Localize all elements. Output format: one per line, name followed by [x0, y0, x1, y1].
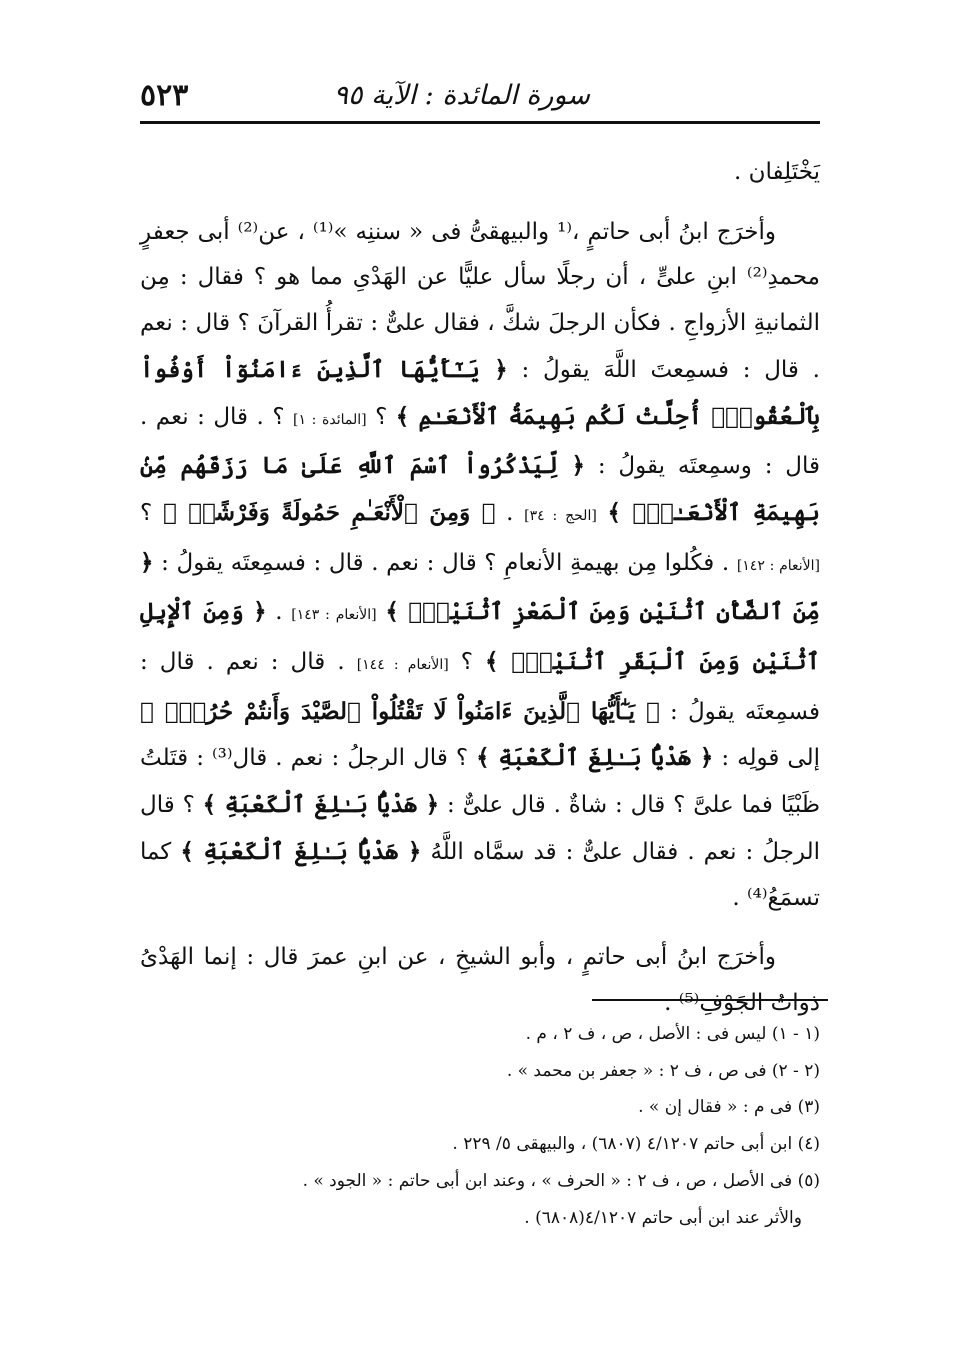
header-rule	[140, 121, 820, 124]
quran-quote: ﴿ وَمِنَ ٱلْأَنْعَـٰمِ حَمُولَةً وَفَرْشًاۚ ﴾	[162, 498, 496, 526]
footnote-rule	[592, 999, 828, 1001]
text-run: ؟ قال الرجلُ : نعم . قال⁽³⁾ : قتَلتُ ظَبْيًا فما علىَّ ؟ قال : شاةٌ . قال علىٌّ :	[140, 745, 820, 819]
footnote: (٢ - ٢) فى ص ، ف ٢ : « جعفر بن محمد » .	[506, 1060, 820, 1081]
footnote: (٥) فى الأصل ، ص ، ف ٢ : « الحرف » ، وعند ابن أبى حاتم : « الجود » .	[302, 1170, 820, 1191]
text-run: إلى قولِه :	[721, 745, 821, 772]
text-run: ؟ . قال : نعم . قال : وسمِعتَه يقولُ :	[140, 403, 820, 480]
verse-reference: [الحج : ٣٤]	[524, 507, 597, 524]
page-number: ٥٢٣	[140, 78, 189, 113]
footnote-continuation: والأثر عند ابن أبى حاتم ٤/١٢٠٧(٦٨٠٨) .	[524, 1207, 802, 1228]
header-title: سورة المائدة : الآية ٩٥	[333, 80, 590, 111]
text-run: . فكُلوا مِن بهيمةِ الأنعامِ ؟ قال : نعم . قال : فسمِعتَه يقولُ :	[161, 549, 730, 576]
verse-reference: [الأنعام : ١٤٤]	[356, 657, 449, 674]
quran-quote: ﴿ لِّيَذْكُرُواْ ٱسْمَ ٱللَّهِ عَلَىٰ مَا رَزَقَهُم مِّنۢ بَهِيمَةِ ٱلْأَنْعَـٰمِۗ ﴾	[140, 452, 820, 526]
text-run: كما تسمَعُ⁽⁴⁾ .	[140, 838, 820, 911]
running-header	[140, 78, 820, 118]
paragraph-3: وأخرَج ابنُ أبى حاتمٍ ، وأبو الشيخِ ، عن ابنِ عمرَ قال : إنما الهَدْىُ ذواتُ الجَوْفِ⁽⁵⁾ .	[140, 944, 820, 1016]
footnotes	[140, 1016, 820, 1236]
footnote: (١ - ١) ليس فى : الأصل ، ص ، ف ٢ ، م .	[525, 1024, 820, 1044]
text-run: ؟	[375, 403, 388, 430]
paragraph-2: وأخرَج ابنُ أبى حاتمٍ ،⁽¹ والبيهقىُّ فى « سننِه »⁽¹⁾ ، عن⁽²⁾ أبى جعفرٍ محمدِ⁽²⁾ ابنِ علىٍّ ، أن رجلًا سأل عليًّا عن الهَدْىِ مما هو ؟ فقال : مِن الثمانيةِ الأزواجِ . فكأن الرجلَ شكَّ ، فقال علىٌّ : تقرأُ القرآنَ ؟ قال : نعم . قال : فسمِعتَ اللَّهَ يقولُ : ﴿ يَـٰٓأَيُّهَا ٱلَّذِينَ ءَامَنُوٓاْ أَوْفُواْ بِٱلْعُقُودِۚ أُحِلَّتْ لَكُم بَهِيمَةُ ٱلْأَنْعَـٰمِ ﴾ ؟ [المائدة : ١] ؟ . قال : نعم . قال : وسمِعتَه يقولُ : ﴿ لِّيَذْكُرُواْ ٱسْمَ ٱللَّهِ عَلَىٰ مَا رَزَقَهُم مِّنۢ بَهِيمَةِ ٱلْأَنْعَـٰمِۗ ﴾ [الحج : ٣٤] . ﴿ وَمِنَ ٱلْأَنْعَـٰمِ حَمُولَةً وَفَرْشًاۚ ﴾ ؟ [الأنعام : ١٤٢] . فكُلوا مِن بهيمةِ الأنعامِ ؟ قال : نعم . قال : فسمِعتَه يقولُ : ﴿ مِّنَ ٱلضَّأْنِ ٱثْنَيْنِ وَمِنَ ٱلْمَعْزِ ٱثْنَيْنِۗ ﴾ [الأنعام : ١٤٣] . ﴿ وَمِنَ ٱلْإِبِلِ ٱثْنَيْنِ وَمِنَ ٱلْبَقَرِ ٱثْنَيْنِۗ ﴾ ؟ [الأنعام : ١٤٤] . قال : نعم . قال : فسمِعتَه يقولُ : ﴿ يَـٰٓأَيُّهَا ٱلَّذِينَ ءَامَنُواْ لَا تَقْتُلُواْ ٱلصَّيْدَ وَأَنتُمْ حُرُمٌۚ ﴾ إلى قولِه : ﴿ هَدْيًۢا بَـٰلِغَ ٱلْكَعْبَةِ ﴾ ؟ قال الرجلُ : نعم . قال⁽³⁾ : قتَلتُ ظَبْيًا فما علىَّ ؟ قال : شاةٌ . قال علىٌّ : ﴿ هَدْيًۢا بَـٰلِغَ ٱلْكَعْبَةِ ﴾ ؟ قال الرجلُ : نعم . فقال علىٌّ : قد سمَّاه اللَّهُ ﴿ هَدْيًۢا بَـٰلِغَ ٱلْكَعْبَةِ ﴾ كما تسمَعُ⁽⁴⁾ .	[140, 218, 821, 911]
text-run: ؟ قال الرجلُ : نعم . فقال علىٌّ : قد سمَّاه اللَّهُ	[140, 792, 821, 865]
footnote: (٤) ابن أبى حاتم ٤/١٢٠٧ (٦٨٠٧) ، والبيهقى ٥/ ٢٢٩ .	[452, 1134, 820, 1155]
verse-reference: [الأنعام : ١٤٢]	[736, 557, 821, 574]
text-run: . قال : نعم . قال : فسمِعتَه يقولُ :	[140, 649, 820, 725]
quran-quote: ﴿ وَمِنَ ٱلْإِبِلِ ٱثْنَيْنِ وَمِنَ ٱلْبَقَرِ ٱثْنَيْنِۗ ﴾	[140, 598, 821, 676]
quran-quote: ﴿ يَـٰٓأَيُّهَا ٱلَّذِينَ ءَامَنُوٓاْ أَوْفُواْ بِٱلْعُقُودِۚ أُحِلَّتْ لَكُم بَهِيمَةُ ٱلْأَنْعَـٰمِ ﴾	[140, 355, 821, 430]
paragraph-1: يَخْتَلِفان .	[734, 159, 820, 185]
quran-quote: ﴿ مِّنَ ٱلضَّأْنِ ٱثْنَيْنِ وَمِنَ ٱلْمَعْزِ ٱثْنَيْنِۗ ﴾	[140, 548, 821, 626]
quran-quote: ﴿ يَـٰٓأَيُّهَا ٱلَّذِينَ ءَامَنُواْ لَا تَقْتُلُواْ ٱلصَّيْدَ وَأَنتُمْ حُرُمٌۚ ﴾	[140, 697, 660, 725]
quran-quote: ﴿ هَدْيًۢا بَـٰلِغَ ٱلْكَعْبَةِ ﴾	[202, 791, 440, 819]
main-text	[140, 150, 820, 1027]
text-run: ؟	[140, 499, 153, 526]
text-run: وأخرَج ابنُ أبى حاتمٍ ،⁽¹ والبيهقىُّ فى « سننِه »⁽¹⁾ ، عن⁽²⁾ أبى جعفرٍ محمدِ⁽²⁾ ابنِ علىٍّ ، أن رجلًا سأل عليًّا عن الهَدْىِ مما هو ؟ فقال : مِن الثمانيةِ الأزواجِ . فكأن الرجلَ شكَّ ، فقال علىٌّ : تقرأُ القرآنَ ؟ قال : نعم . قال : فسمِعتَ اللَّهَ يقولُ :	[140, 218, 820, 383]
footnote: (٣) فى م : « فقال إن » .	[638, 1097, 820, 1118]
verse-reference: [الأنعام : ١٤٣]	[291, 607, 377, 624]
quran-quote: ﴿ هَدْيًۢا بَـٰلِغَ ٱلْكَعْبَةِ ﴾	[180, 837, 422, 865]
quran-quote: ﴿ هَدْيًۢا بَـٰلِغَ ٱلْكَعْبَةِ ﴾	[476, 744, 714, 772]
verse-reference: [المائدة : ١]	[293, 411, 367, 428]
